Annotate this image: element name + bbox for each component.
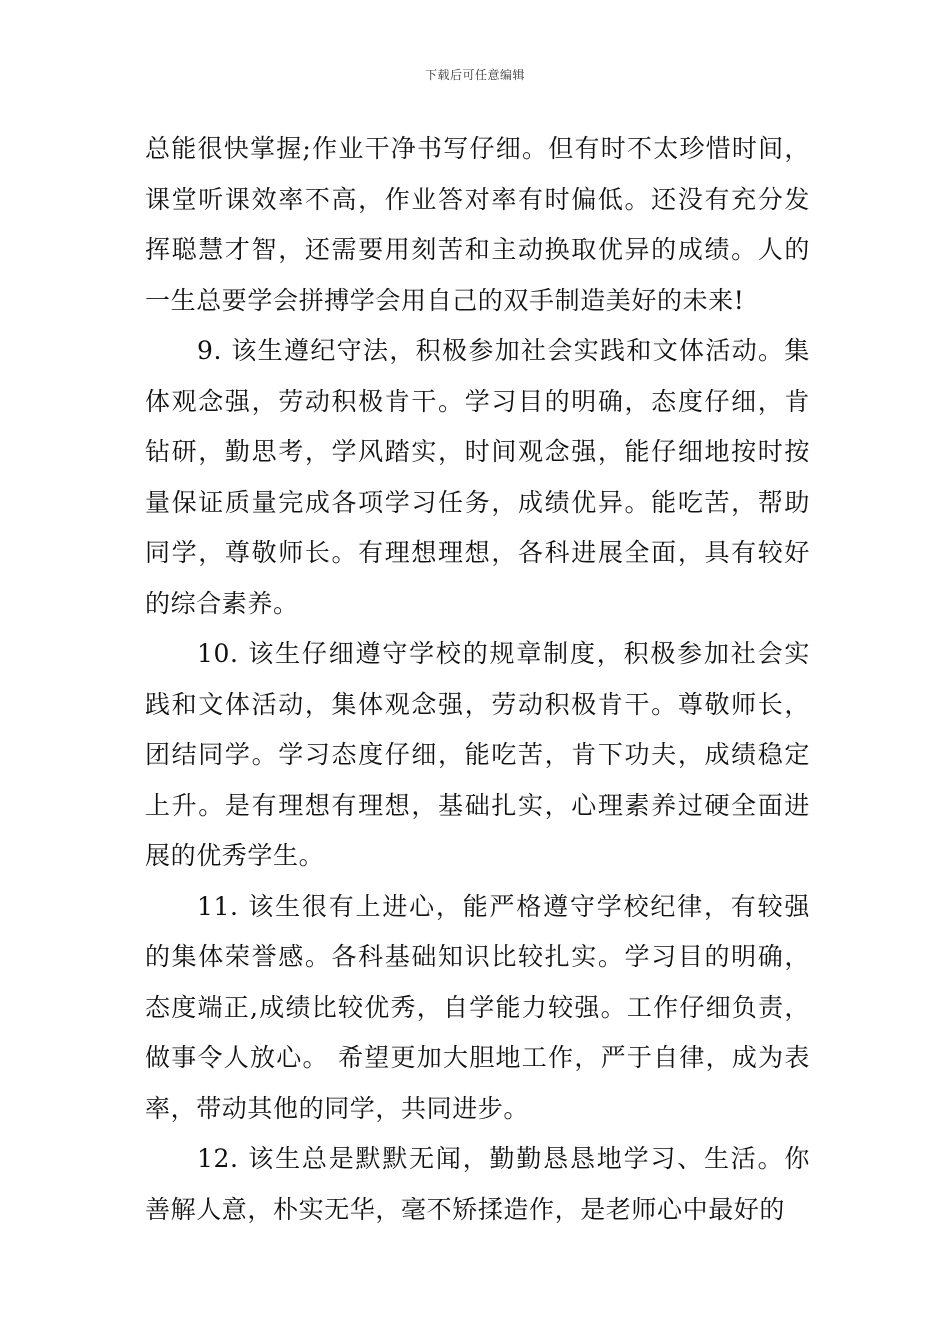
paragraph-item-12: 12. 该生总是默默无闻，勤勤恳恳地学习、生活。你善解人意，朴实无华，毫不矫揉造作，是老师心中最好的 — [145, 1144, 810, 1224]
paragraph-item-10: 10. 该生仔细遵守学校的规章制度，积极参加社会实践和文体活动，集体观念强，劳动积极肯干。尊敬师长，团结同学。学习态度仔细，能吃苦，肯下功夫，成绩稳定上升。是有理想有理想，基础扎实，心理素养过硬全面进展的优秀学生。 — [145, 639, 810, 870]
document-body — [145, 124, 810, 1235]
paragraph-item-9: 9. 该生遵纪守法，积极参加社会实践和文体活动。集体观念强，劳动积极肯干。学习目的明确，态度仔细，肯钻研，勤思考，学风踏实，时间观念强，能仔细地按时按量保证质量完成各项学习任务，成绩优异。能吃苦，帮助同学，尊敬师长。有理想理想，各科进展全面，具有较好的综合素养。 — [145, 336, 810, 618]
paragraph-continuation: 总能很快掌握;作业干净书写仔细。但有时不太珍惜时间，课堂听课效率不高，作业答对率有时偏低。还没有充分发挥聪慧才智，还需要用刻苦和主动换取优异的成绩。人的一生总要学会拼搏学会用自己的双手制造美好的未来! — [145, 134, 810, 315]
paragraph-item-11: 11. 该生很有上进心，能严格遵守学校纪律，有较强的集体荣誉感。各科基础知识比较扎实。学习目的明确，态度端正,成绩比较优秀，自学能力较强。工作仔细负责，做事令人放心。 希望更加大胆地工作，严于自律，成为表率，带动其他的同学，共同进步。 — [145, 891, 810, 1123]
page-header-note: 下载后可任意编辑 — [424, 68, 525, 82]
